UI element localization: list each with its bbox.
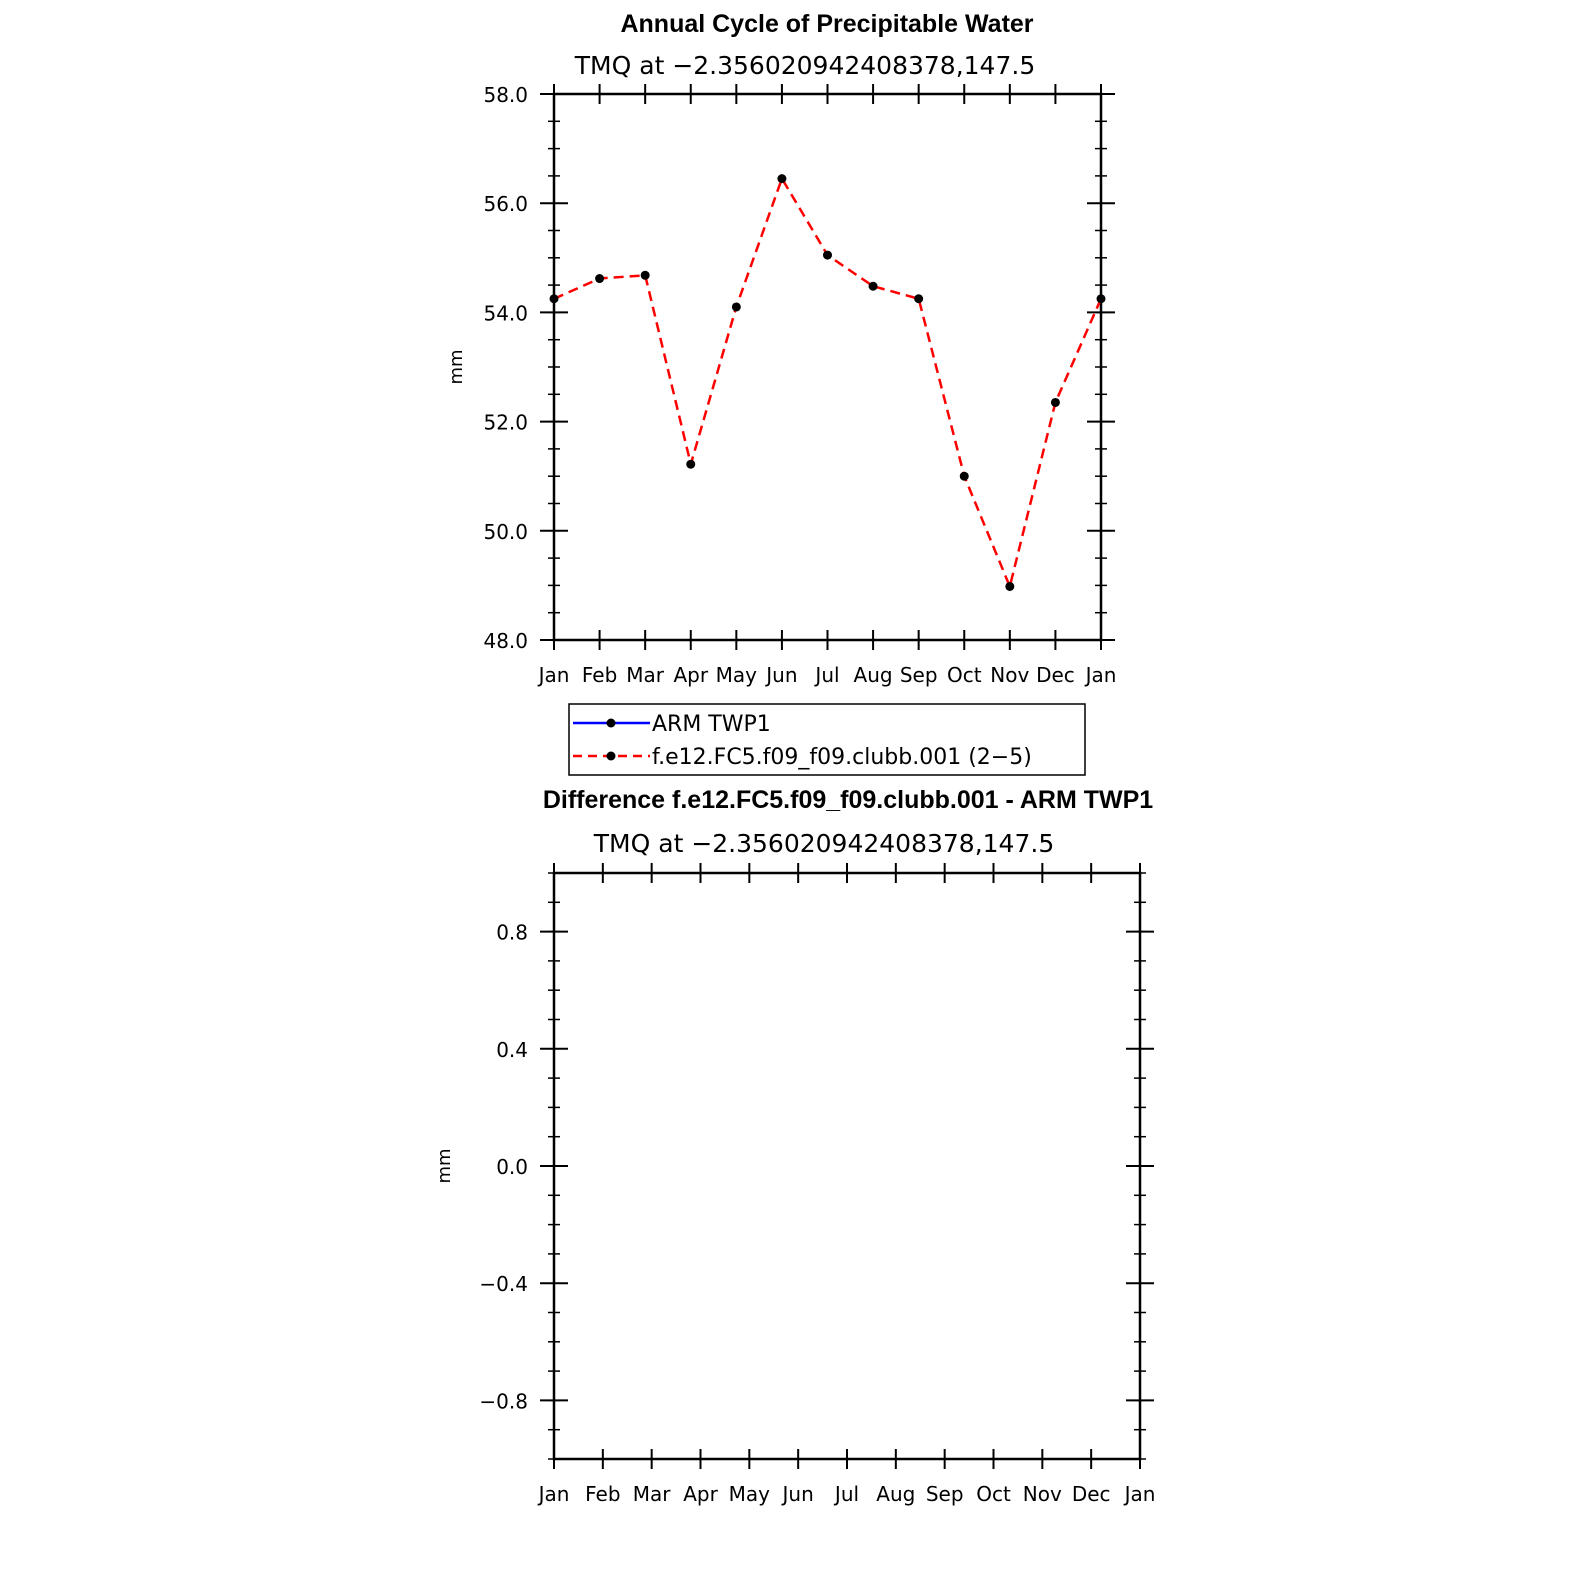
legend (569, 704, 1085, 775)
top-xtick-label: Jun (766, 663, 798, 687)
bottom-xtick-label: Aug (876, 1482, 916, 1506)
top-frame (554, 94, 1101, 640)
bottom-xtick-label: Jan (1124, 1482, 1156, 1506)
top-xtick-label: Nov (990, 663, 1030, 687)
top-ytick-label: 56.0 (483, 192, 528, 217)
top-xtick-label: Jan (1085, 663, 1117, 687)
legend-label-model: f.e12.FC5.f09_f09.clubb.001 (2−5) (652, 745, 1032, 770)
bottom-xtick-label: Apr (683, 1482, 718, 1506)
bottom-chart-title: Difference f.e12.FC5.f09_f09.clubb.001 - ARM TWP1 (542, 786, 1154, 814)
top-data-point (914, 294, 923, 303)
top-data-point (732, 302, 741, 311)
top-data-point (686, 460, 695, 469)
top-chart-ylabel: mm (446, 349, 467, 385)
top-xtick-label: Feb (581, 663, 618, 687)
top-data-point (1051, 398, 1060, 407)
bottom-ytick-label: −0.8 (479, 1389, 528, 1414)
bottom-xtick-label: Jan (538, 1482, 570, 1506)
top-xtick-label: Jul (815, 663, 840, 687)
bottom-xtick-label: Sep (925, 1482, 964, 1506)
top-ytick-label: 48.0 (483, 629, 528, 653)
top-plot-area (483, 83, 1116, 687)
bottom-ytick-label: 0.0 (496, 1155, 528, 1179)
top-chart-subtitle: TMQ at −2.356020942408378,147.5 (574, 51, 1036, 80)
top-series-line-0 (554, 179, 1101, 587)
legend-label-arm: ARM TWP1 (652, 712, 771, 737)
bottom-chart-ylabel: mm (434, 1148, 455, 1184)
top-ytick-label: 52.0 (483, 410, 528, 435)
bottom-ytick-label: 0.4 (496, 1037, 528, 1062)
top-data-point (1097, 294, 1106, 303)
top-data-point (823, 251, 832, 260)
top-ytick-label: 58.0 (483, 83, 528, 107)
bottom-chart-subtitle: TMQ at −2.356020942408378,147.5 (593, 829, 1055, 858)
top-chart-title: Annual Cycle of Precipitable Water (620, 10, 1034, 38)
top-data-point (641, 271, 650, 280)
bottom-frame (554, 873, 1140, 1459)
legend-marker-arm (607, 719, 616, 728)
top-ytick-label: 54.0 (483, 301, 528, 326)
top-xtick-label: Dec (1036, 663, 1075, 687)
bottom-xtick-label: Dec (1071, 1482, 1111, 1506)
top-data-point (1005, 582, 1014, 591)
top-xtick-label: Aug (853, 663, 893, 687)
top-data-point (960, 472, 969, 481)
bottom-xtick-label: Jul (834, 1482, 860, 1506)
legend-marker-model (607, 752, 616, 761)
top-xtick-label: Apr (673, 663, 709, 687)
bottom-xtick-label: Oct (976, 1482, 1011, 1506)
bottom-ytick-label: −0.4 (479, 1272, 528, 1297)
bottom-plot-area (479, 863, 1155, 1506)
top-data-point (595, 274, 604, 283)
bottom-xtick-label: Feb (585, 1482, 621, 1506)
top-data-point (550, 294, 559, 303)
bottom-xtick-label: Jun (782, 1482, 814, 1506)
top-xtick-label: May (715, 663, 758, 687)
top-xtick-label: Sep (899, 663, 938, 687)
bottom-ytick-label: 0.8 (496, 920, 528, 945)
top-ytick-label: 50.0 (483, 519, 528, 544)
top-data-point (777, 174, 786, 183)
bottom-xtick-label: May (728, 1482, 771, 1506)
top-data-point (869, 282, 878, 291)
top-xtick-label: Mar (626, 663, 665, 687)
bottom-xtick-label: Nov (1022, 1482, 1062, 1506)
bottom-xtick-label: Mar (632, 1482, 671, 1506)
top-xtick-label: Jan (538, 663, 570, 687)
top-xtick-label: Oct (946, 663, 982, 687)
